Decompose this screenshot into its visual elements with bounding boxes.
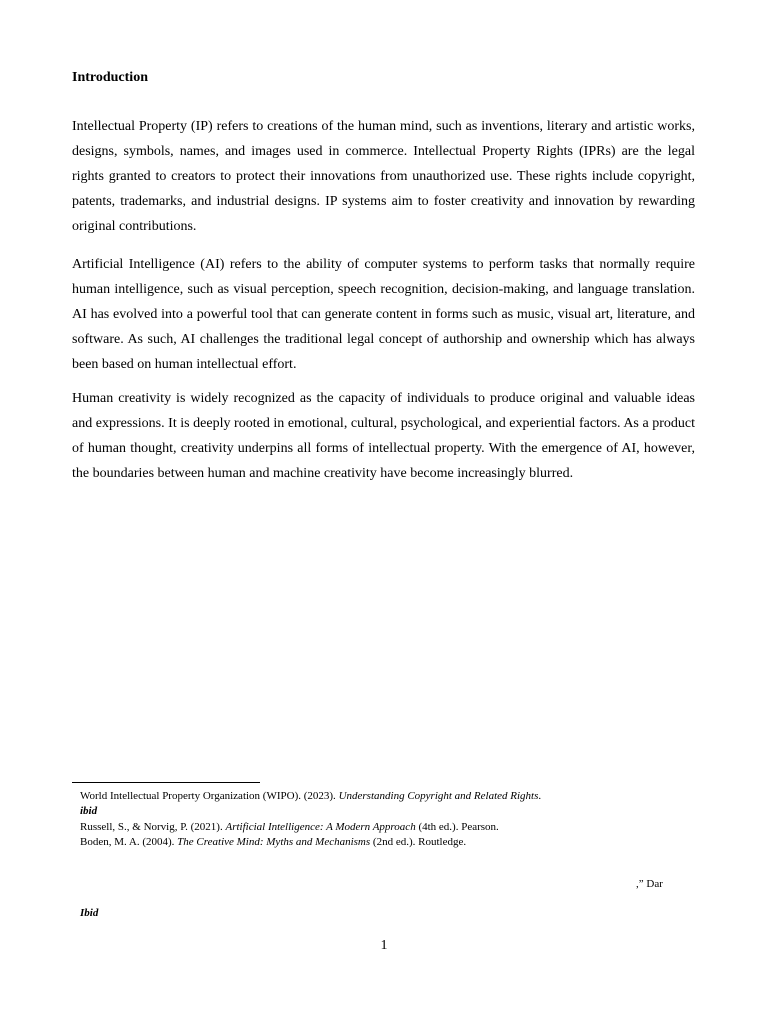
footnote-wipo-author: World Intellectual Property Organization (WIPO). (2023). xyxy=(80,790,339,802)
footnote-russell-tail: (4th ed.). Pearson. xyxy=(415,821,499,833)
footnote-wipo xyxy=(80,789,541,804)
footnote-boden-tail: (2nd ed.). Routledge. xyxy=(370,836,467,848)
footnote-russell-norvig xyxy=(80,820,499,835)
footnote-ibid-2: Ibid xyxy=(80,907,99,919)
footnote-russell-author: Russell, S., & Norvig, P. (2021). xyxy=(80,821,226,833)
paragraph-human-creativity: Human creativity is widely recognized as the capacity of individuals to produce original and valuable ideas and expressions. It is deeply rooted in emotional, cultural, psychological, and experiential factors. As a product of human thought, creativity underpins all forms of intellectual property. With the emergence of AI, however, the boundaries between human and machine creativity have become increasingly blurred. xyxy=(72,391,695,481)
footnote-russell-title: Artificial Intelligence: A Modern Approach xyxy=(225,821,416,833)
paragraph-ai-definition: Artificial Intelligence (AI) refers to the ability of computer systems to perform tasks that normally require human intelligence, such as visual perception, speech recognition, decision-making, and language translation. AI has evolved into a powerful tool that can generate content in forms such as music, visual art, literature, and software. As such, AI challenges the traditional legal concept of authorship and ownership which has always been based on human intellectual effort. xyxy=(72,257,695,372)
section-heading: Introduction xyxy=(72,70,148,85)
footnote-boden xyxy=(80,835,466,850)
footnote-boden-author: Boden, M. A. (2004). xyxy=(80,836,178,848)
footnote-boden-title: The Creative Mind: Myths and Mechanisms xyxy=(177,836,371,848)
page-number: 1 xyxy=(380,938,388,953)
footnote-separator xyxy=(72,782,260,783)
footnote-ibid-1: ibid xyxy=(80,805,98,817)
paragraph-ip-definition: Intellectual Property (IP) refers to creations of the human mind, such as inventions, literary and artistic works, designs, symbols, names, and images used in commerce. Intellectual Property Rights (IPRs) are the legal rights granted to creators to protect their innovations from unauthorized use. These rights include copyright, patents, trademarks, and industrial designs. IP systems aim to foster creativity and innovation by rewarding original contributions. xyxy=(72,119,695,234)
footnote-fragment: ,” Dar xyxy=(636,878,663,890)
footnote-wipo-title: Understanding Copyright and Related Rights xyxy=(338,790,539,802)
footnote-wipo-tail: . xyxy=(538,790,542,802)
